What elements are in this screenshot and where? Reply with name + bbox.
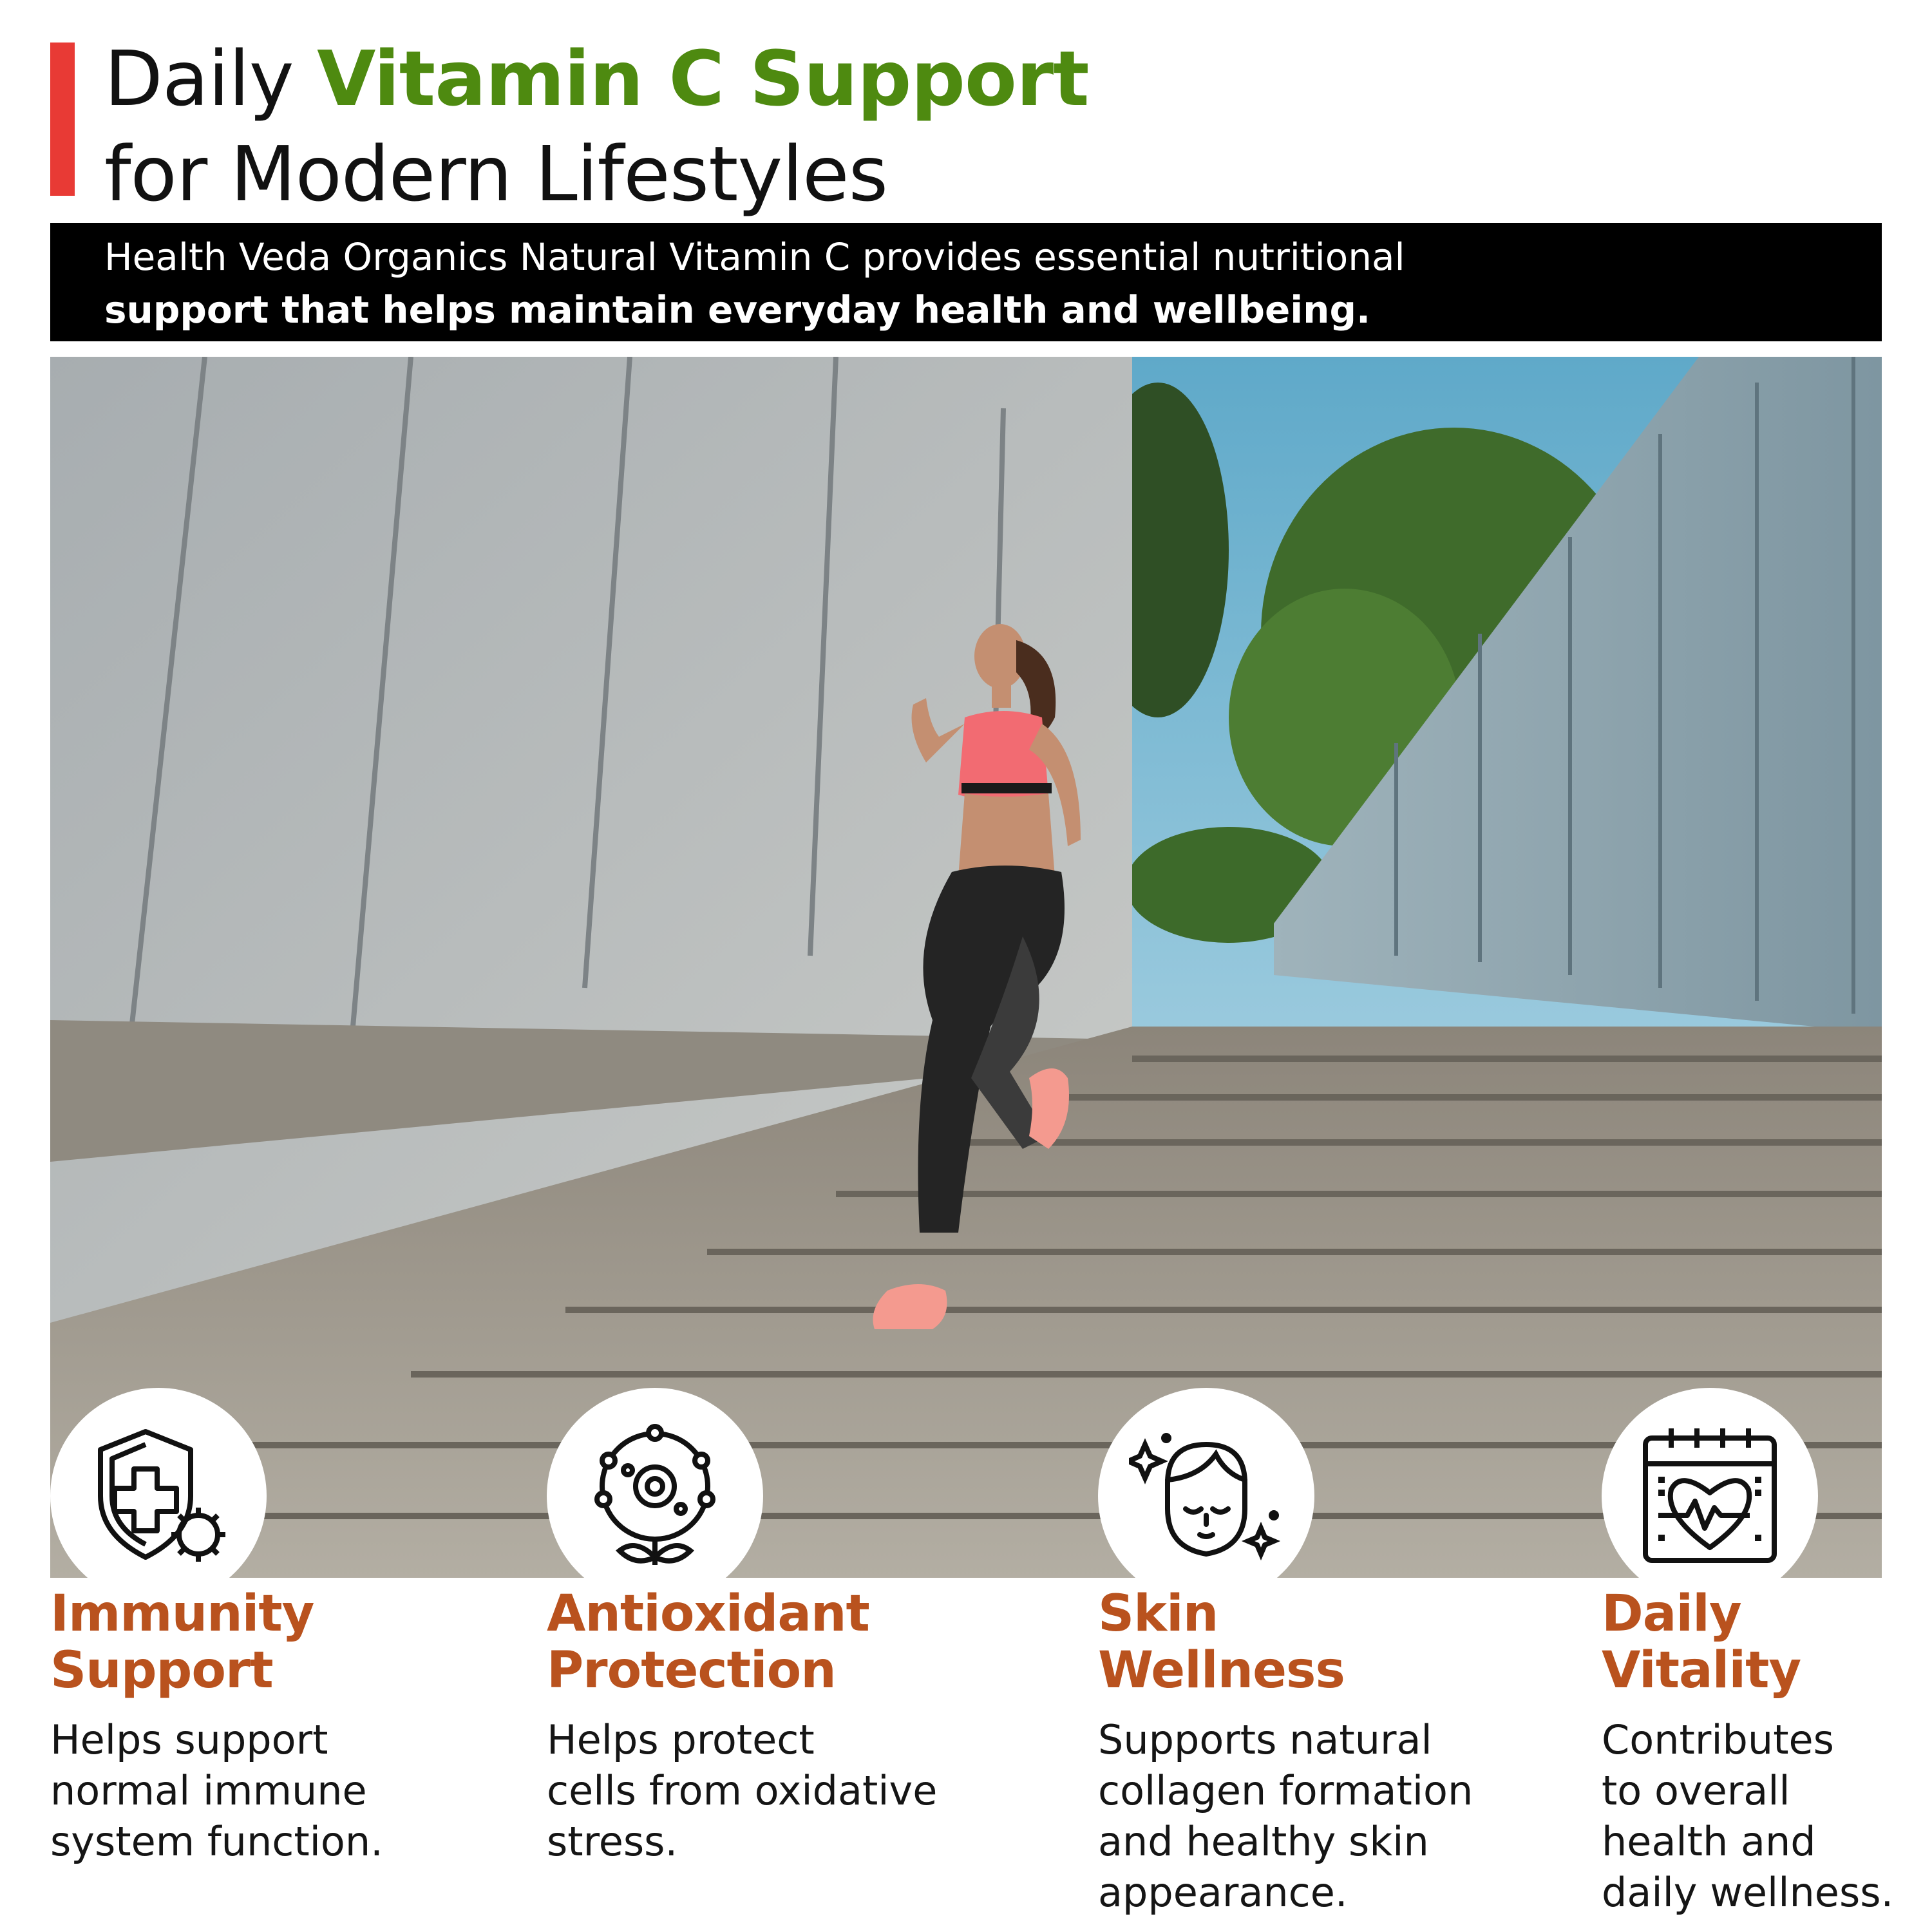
feature-description bbox=[50, 1714, 437, 1867]
page-title bbox=[104, 31, 1089, 222]
runner-on-stairs-illustration bbox=[50, 357, 1882, 1578]
feature-title-line: Antioxidant bbox=[547, 1585, 869, 1643]
feature-title bbox=[1602, 1586, 1924, 1699]
intro-band bbox=[50, 223, 1882, 341]
cell-molecule-icon bbox=[578, 1419, 732, 1573]
feature-desc-line: stress. bbox=[547, 1818, 678, 1865]
shield-cross-virus-icon bbox=[81, 1419, 236, 1573]
feature-desc-line: daily wellness. bbox=[1602, 1869, 1894, 1916]
feature-desc-line: and healthy skin bbox=[1098, 1818, 1429, 1865]
feature-title bbox=[1098, 1586, 1484, 1699]
feature-description bbox=[547, 1714, 938, 1867]
feature-desc-line: normal immune bbox=[50, 1767, 367, 1814]
feature-desc-line: system function. bbox=[50, 1818, 383, 1865]
feature-desc-line: health and bbox=[1602, 1818, 1816, 1865]
feature-desc-line: appearance. bbox=[1098, 1869, 1348, 1916]
intro-line-2: support that helps maintain everyday health and wellbeing. bbox=[104, 288, 1371, 332]
feature-title-line: Vitality bbox=[1602, 1642, 1801, 1700]
feature-title-line: Support bbox=[50, 1642, 273, 1700]
feature-desc-line: collagen formation bbox=[1098, 1767, 1473, 1814]
vitality-icon-badge bbox=[1602, 1388, 1818, 1604]
feature-title bbox=[547, 1586, 933, 1699]
feature-description bbox=[1098, 1714, 1484, 1918]
feature-desc-line: Helps support bbox=[50, 1716, 328, 1763]
feature-title-line: Protection bbox=[547, 1642, 836, 1700]
feature-antioxidant bbox=[547, 1585, 938, 1867]
feature-title bbox=[50, 1586, 437, 1699]
feature-desc-line: Helps protect bbox=[547, 1716, 815, 1763]
feature-desc-line: Contributes bbox=[1602, 1716, 1834, 1763]
glowing-face-icon bbox=[1129, 1419, 1283, 1573]
feature-title-line: Wellness bbox=[1098, 1642, 1345, 1700]
headline-plain: Daily bbox=[104, 34, 317, 123]
feature-title-line: Daily bbox=[1602, 1585, 1741, 1643]
hero-photo bbox=[50, 357, 1882, 1578]
feature-skin bbox=[1098, 1586, 1484, 1918]
headline-green: Vitamin C Support bbox=[317, 34, 1089, 123]
skin-icon-badge bbox=[1098, 1388, 1314, 1604]
feature-vitality bbox=[1602, 1586, 1924, 1918]
calendar-heart-icon bbox=[1633, 1419, 1787, 1573]
feature-immunity bbox=[50, 1586, 437, 1867]
feature-desc-line: cells from oxidative bbox=[547, 1767, 938, 1814]
feature-title-line: Skin bbox=[1098, 1585, 1218, 1643]
feature-desc-line: to overall bbox=[1602, 1767, 1790, 1814]
feature-description bbox=[1602, 1714, 1924, 1918]
accent-bar bbox=[50, 43, 75, 196]
headline-line2: for Modern Lifestyles bbox=[104, 129, 888, 218]
intro-line-1: Health Veda Organics Natural Vitamin C provides essential nutritional bbox=[104, 235, 1405, 279]
immunity-icon-badge bbox=[50, 1388, 267, 1604]
feature-title-line: Immunity bbox=[50, 1585, 314, 1643]
antioxidant-icon-badge bbox=[547, 1388, 763, 1604]
feature-desc-line: Supports natural bbox=[1098, 1716, 1432, 1763]
